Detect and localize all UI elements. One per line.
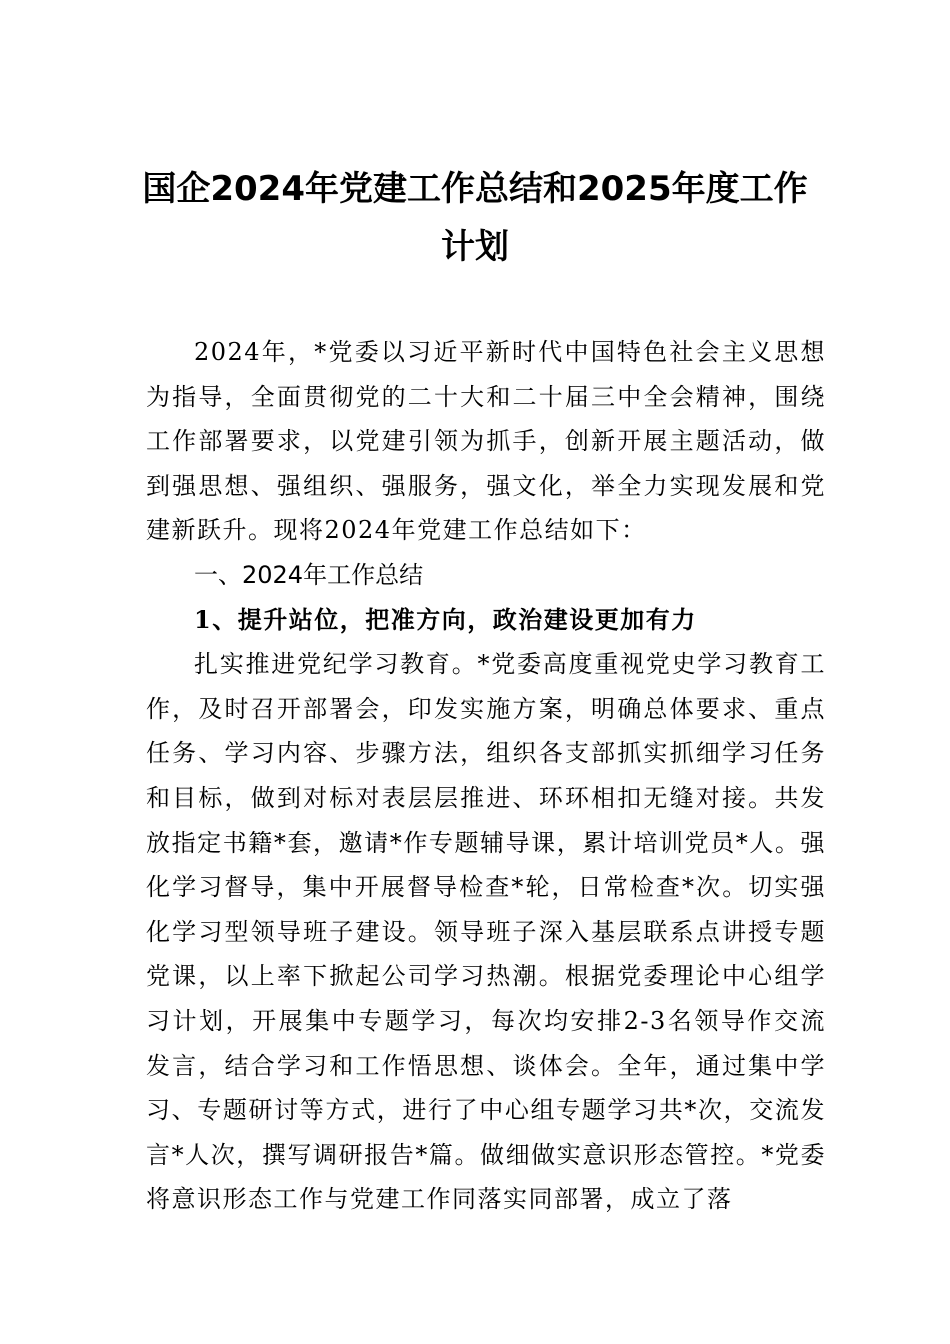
title-line-1: 国企2024年党建工作总结和2025年度工作	[142, 169, 808, 209]
subsection-heading: 1、提升站位，把准方向，政治建设更加有力	[194, 604, 697, 634]
document-title	[120, 160, 830, 276]
title-line-2: 计划	[441, 227, 509, 267]
section-heading: 一、2024年工作总结	[194, 560, 424, 589]
intro-paragraph: 2024年，*党委以习近平新时代中国特色社会主义思想为指导，全面贯彻党的二十大和二十届三中全会精神，围绕工作部署要求，以党建引领为抓手，创新开展主题活动，做到强思想、强组织、强服务，强文化，举全力实现发展和党建新跃升。现将2024年党建工作总结如下：	[146, 338, 826, 545]
document-body	[146, 330, 826, 1222]
body-paragraph: 扎实推进党纪学习教育。*党委高度重视党史学习教育工作，及时召开部署会，印发实施方案，明确总体要求、重点任务、学习内容、步骤方法，组织各支部抓实抓细学习任务和目标，做到对标对表层层推进、环环相扣无缝对接。共发放指定书籍*套，邀请*作专题辅导课，累计培训党员*人。强化学习督导，集中开展督导检查*轮，日常检查*次。切实强化学习型领导班子建设。领导班子深入基层联系点讲授专题党课，以上率下掀起公司学习热潮。根据党委理论中心组学习计划，开展集中专题学习，每次均安排2-3名领导作交流发言，结合学习和工作悟思想、谈体会。全年，通过集中学习、专题研讨等方式，进行了中心组专题学习共*次，交流发言*人次，撰写调研报告*篇。做细做实意识形态管控。*党委将意识形态工作与党建工作同落实同部署，成立了落	[146, 650, 826, 1214]
